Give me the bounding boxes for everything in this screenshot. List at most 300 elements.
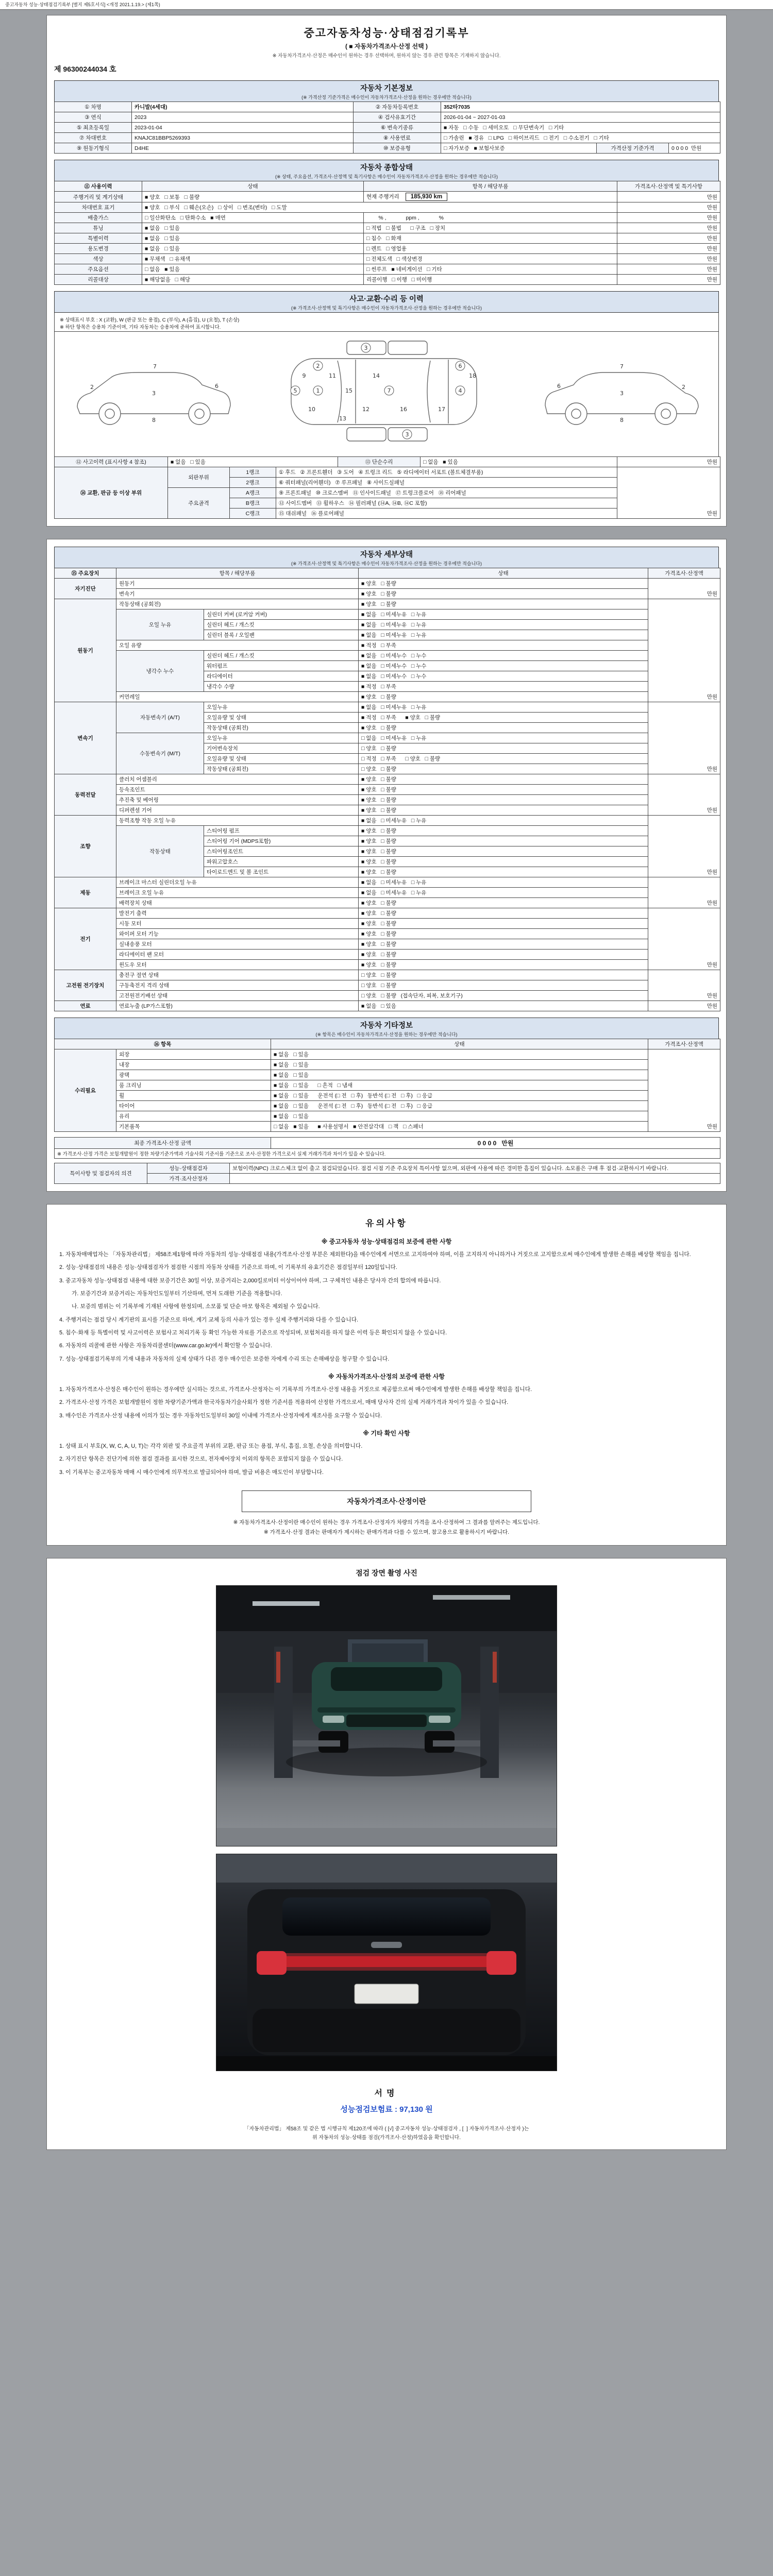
selfdiag-trans-checkbox-group[interactable]: ■ 양호 □ 불량 — [359, 589, 648, 599]
powertrain-group-label: 동력전달 — [55, 774, 116, 816]
section-detail-title: 자동차 세부상태 — [360, 551, 413, 559]
usage-change-price: 만원 — [617, 244, 720, 254]
car-name-value: 카니발(4세대) — [132, 102, 354, 112]
section-accident-note: (※ 가격조사·산정액 및 특기사항은 매수인이 자동차가격조사·산정을 원하는 경우에만 적습니다) — [291, 306, 482, 311]
other-interior-checkbox-group[interactable]: ■ 없음 □ 있음 — [271, 1060, 648, 1070]
emission-values: % , ppm , % — [364, 213, 617, 223]
other-interior-label: 내장 — [116, 1060, 271, 1070]
engine-idle-checkbox-group[interactable]: ■ 양호 □ 불량 — [359, 599, 648, 609]
detail-item-header: 항목 / 해당부품 — [116, 568, 359, 579]
emission-price: 만원 — [617, 213, 720, 223]
rank2-label: 2랭크 — [230, 478, 276, 488]
recall-price: 만원 — [617, 275, 720, 285]
trans-at1-checkbox-group[interactable]: ■ 없음 □ 미세누유 □ 누유 — [359, 702, 648, 713]
engine-commonrail-checkbox-group[interactable]: ■ 양호 □ 불량 — [359, 692, 648, 702]
tuning-row-label: 튜닝 — [55, 223, 142, 233]
svg-text:4: 4 — [458, 387, 462, 394]
inspector-comment: 보험이력(NPC) 크로스체크 없이 출고 점검되었습니다. 점검 시점 기준 주요장치 특이사항 없으며, 외판에 사용에 따른 경미한 흠집이 있습니다. 소모품은 구매 후 점검·교환하시기 바랍니다. — [230, 1163, 720, 1174]
rankC-label: C랭크 — [230, 509, 276, 519]
inspection-photo-rear — [216, 1854, 557, 2071]
options-checkbox-group[interactable]: □ 없음 ■ 있음 — [142, 264, 364, 275]
powertrain3-checkbox-group[interactable]: ■ 양호 □ 불량 — [359, 795, 648, 805]
car-name-label: ① 차명 — [55, 102, 132, 112]
special-history-extra-checkbox-group[interactable]: □ 침수 □ 화재 — [364, 233, 617, 244]
other-glass-label: 유리 — [116, 1111, 271, 1122]
trans-mt4-checkbox-group[interactable]: □ 양호 □ 불량 — [359, 764, 648, 774]
mileage-row-label: 주행거리 및 계기상태 — [55, 192, 142, 202]
appraiser-role-label: 가격·조사산정자 — [147, 1174, 230, 1184]
special-notes-table — [54, 1163, 720, 1184]
engine-cool4-checkbox-group[interactable]: ■ 적정 □ 부족 — [359, 682, 648, 692]
engine-oil-level-checkbox-group[interactable]: ■ 적정 □ 부족 — [359, 640, 648, 651]
engine-oil2-checkbox-group[interactable]: ■ 없음 □ 미세누유 □ 누유 — [359, 620, 648, 630]
mileage-value-box: 185,930 km — [406, 193, 447, 201]
notice-item: 5. 침수·화재 등 특별이력 및 사고이력은 보험사고 처리기록 등 확인 가능한 자료를 기준으로 작성되며, 보험처리를 하지 않은 이력 등은 확인되지 않을 수 있습니다. — [59, 1330, 447, 1336]
section-summary — [54, 160, 719, 181]
trans-at3-checkbox-group[interactable]: ■ 양호 □ 불량 — [359, 723, 648, 733]
final-price-basis-note: ※ 가격조사·산정 가격은 보험개발원이 정한 차량기준가액과 기술사회 기준서를 기준으로 조사·산정한 가격으로서 실제 거래가격과 차이가 있을 수 있습니다. — [55, 1149, 720, 1159]
steering-leak-checkbox-group[interactable]: ■ 없음 □ 미세누유 □ 누유 — [359, 816, 648, 826]
engine-oil3-checkbox-group[interactable]: ■ 없음 □ 미세누유 □ 누유 — [359, 630, 648, 640]
color-row-label: 색상 — [55, 254, 142, 264]
highvoltage-group-label: 고전원 전기장치 — [55, 970, 116, 1001]
engine-cool1-checkbox-group[interactable]: ■ 없음 □ 미세누수 □ 누수 — [359, 651, 648, 661]
engine-oil1-checkbox-group[interactable]: ■ 없음 □ 미세누유 □ 누유 — [359, 609, 648, 620]
steering-group-label: 조향 — [55, 816, 116, 877]
other-tire-label: 타이어 — [116, 1101, 271, 1111]
svg-text:11: 11 — [329, 372, 336, 379]
options-price: 만원 — [617, 264, 720, 275]
panel-notice — [46, 1204, 727, 1546]
price-appraisal-note-2: ※ 가격조사·산정 결과는 판매자가 제시하는 판매가격과 다를 수 있으며, 참고용으로 활용하시기 바랍니다. — [263, 1529, 510, 1536]
selfdiag-group-label: 자기진단 — [55, 579, 116, 599]
trans-mt4-label: 작동상태 (공회전) — [204, 764, 359, 774]
accident-legend-basis: ※ 하단 항목은 승용차 기준이며, 기타 자동차는 승용차에 준하여 표시합니다. — [60, 325, 221, 330]
electric1-checkbox-group[interactable]: ■ 양호 □ 불량 — [359, 908, 648, 919]
accident-legend-codes: ※ 상태표시 부호 : X (교환), W (판금 또는 용접), C (부식), A (흠집), U (요철), T (손상) — [60, 317, 240, 323]
vin-value: KNAJC81BBP5269393 — [132, 133, 354, 143]
highvoltage2-label: 구동축전지 격리 상태 — [116, 980, 359, 991]
other-price-header: 가격조사·산정액 — [648, 1039, 720, 1049]
inspection-period-value: 2026-01-04 ~ 2027-01-03 — [441, 112, 720, 123]
special-history-checkbox-group[interactable]: ■ 없음 □ 있음 — [142, 233, 364, 244]
page-subtitle: ( ■ 자동차가격조사·산정 선택 ) — [345, 43, 428, 50]
rank1-items: ① 후드 ② 프론트휀더 ③ 도어 ④ 트렁크 리드 ⑤ 라디에이터 서포트 (볼트체결부품) — [276, 467, 617, 478]
vin-label: ⑦ 차대번호 — [55, 133, 132, 143]
document-number: 제 96300244034 호 — [54, 65, 116, 73]
section-other — [54, 1018, 719, 1039]
panel-main-info — [46, 15, 727, 527]
engine-oil-level-label: 오일 유량 — [116, 640, 359, 651]
engine-oil2-label: 실린더 헤드 / 개스킷 — [204, 620, 359, 630]
inspection-photo-lift — [216, 1585, 557, 1846]
detail-price-header: 가격조사·산정액 — [648, 568, 720, 579]
svg-text:6: 6 — [557, 383, 561, 389]
notice-item: 7. 성능·상태점검기록부의 기재 내용과 자동차의 실제 상태가 다른 경우 매수인은 보증한 자에게 수리 또는 손해배상을 청구할 수 있습니다. — [59, 1355, 390, 1362]
first-reg-label: ⑤ 최초등록일 — [55, 123, 132, 133]
special-history-row-label: 특별이력 — [55, 233, 142, 244]
engine-cool3-checkbox-group[interactable]: ■ 없음 □ 미세누수 □ 누수 — [359, 671, 648, 682]
appraiser-comment — [230, 1174, 720, 1184]
page-title: 중고자동차성능·상태점검기록부 — [304, 27, 469, 39]
rank2-items: ⑥ 쿼터패널(리어휀더) ⑦ 루프패널 ⑧ 사이드실패널 — [276, 478, 617, 488]
fuel-label: ⑧ 사용연료 — [354, 133, 441, 143]
highvoltage1-label: 충전구 절연 상태 — [116, 970, 359, 980]
warranty-type-label: ⑩ 보증유형 — [354, 143, 441, 154]
svg-text:12: 12 — [362, 406, 369, 413]
summary-table — [54, 181, 720, 285]
detail-status-header: 상태 — [359, 568, 648, 579]
car-damage-diagram — [54, 332, 719, 457]
accident-history-table — [54, 456, 720, 467]
summary-usage-header: ⑪ 사용이력 — [55, 181, 142, 192]
electric2-checkbox-group[interactable]: ■ 양호 □ 불량 — [359, 919, 648, 929]
fuel-leak-label: 연료누출 (LP가스포함) — [116, 1001, 359, 1011]
rankA-label: A랭크 — [230, 488, 276, 498]
basic-info-table — [54, 101, 720, 154]
special-notes-label: 특이사항 및 점검자의 의견 — [55, 1163, 147, 1184]
electric4-label: 실내송풍 모터 — [116, 939, 359, 950]
highvoltage3-checkbox-group[interactable]: □ 양호 □ 불량 (접속단자, 피복, 보호기구) — [359, 991, 648, 1001]
brake2-checkbox-group[interactable]: ■ 없음 □ 미세누유 □ 누유 — [359, 888, 648, 898]
base-price-label: 가격산정 기준가격 — [597, 143, 669, 154]
summary-item-header: 항목 / 해당부품 — [364, 181, 617, 192]
final-price-value: 0 0 0 0 만원 — [271, 1138, 720, 1149]
exchange-price: 만원 — [617, 467, 720, 519]
other-status-header: 상태 — [271, 1039, 648, 1049]
powertrain2-checkbox-group[interactable]: ■ 양호 □ 불량 — [359, 785, 648, 795]
notice-item: 4. 주행거리는 점검 당시 계기판의 표시를 기준으로 하며, 계기 교체 등의 사유가 있는 경우 실제 주행거리와 다를 수 있습니다. — [59, 1316, 359, 1323]
highvoltage1-checkbox-group[interactable]: □ 양호 □ 불량 — [359, 970, 648, 980]
transmission-checkbox-group[interactable]: ■ 자동 □ 수동 □ 세미오토 □ 무단변속기 □ 기타 — [441, 123, 720, 133]
notice-item: 2. 성능·상태점검의 내용은 성능·상태점검자가 점검한 시점의 자동차 상태를 기준으로 하며, 이 기록부의 유효기간은 점검일부터 120일입니다. — [59, 1264, 397, 1271]
accident-history-label: ⑫ 사고이력 (표시사항 4 참조) — [55, 457, 168, 467]
vin-mark-row-label: 차대번호 표기 — [55, 202, 142, 213]
engine-type-value: D4HE — [132, 143, 354, 154]
trans-mt2-label: 기어변속장치 — [204, 743, 359, 754]
trans-at2-label: 오일유량 및 상태 — [204, 713, 359, 723]
engine-oil-leak-label: 오일 누유 — [116, 609, 204, 640]
notice-item: 3. 중고자동차 성능·상태점검 내용에 대한 보증기간은 30일 이상, 보증거리는 2,000킬로미터 이상이어야 하며, 그 구체적인 내용은 당사자 간의 합의에 따릅니다. — [59, 1277, 441, 1284]
highvoltage3-label: 고전원전기배선 상태 — [116, 991, 359, 1001]
svg-text:2: 2 — [682, 384, 685, 391]
model-year-value: 2023 — [132, 112, 354, 123]
usage-change-row-label: 용도변경 — [55, 244, 142, 254]
electric2-label: 시동 모터 — [116, 919, 359, 929]
options-extra-checkbox-group[interactable]: □ 썬루프 ■ 네비게이션 □ 기타 — [364, 264, 617, 275]
simple-repair-label: ⑬ 단순수리 — [338, 457, 421, 467]
section-accident-title: 사고·교환·수리 등 이력 — [349, 295, 424, 303]
other-basic-items-label: 기본품목 — [116, 1122, 271, 1132]
powertrain3-label: 추진축 및 베어링 — [116, 795, 359, 805]
section-basic-title: 자동차 기본정보 — [360, 84, 413, 93]
exchange-rank-table — [54, 467, 720, 519]
mileage-price: 만원 — [617, 192, 720, 202]
fuel-checkbox-group[interactable]: □ 가솔린 ■ 경유 □ LPG □ 하이브리드 □ 전기 □ 수소전기 □ 기타 — [441, 133, 720, 143]
engine-coolant-leak-label: 냉각수 누수 — [116, 651, 204, 692]
other-polish-label: 광택 — [116, 1070, 271, 1080]
other-glass-checkbox-group[interactable]: ■ 없음 □ 있음 — [271, 1111, 648, 1122]
base-price-value: 0 0 0 0 만원 — [669, 143, 720, 154]
engine-cool2-label: 워터펌프 — [204, 661, 359, 671]
other-wheel-checkbox-group[interactable]: ■ 없음 □ 있음 운전석 (□ 전 □ 후) 동반석 (□ 전 □ 후) □ 응급 — [271, 1091, 648, 1101]
accident-legend — [54, 313, 719, 332]
brake3-checkbox-group[interactable]: ■ 양호 □ 불량 — [359, 898, 648, 908]
notice-item: 1. 상태 표시 부호(X, W, C, A, U, T)는 각각 외판 및 주요골격 부위의 교환, 판금 또는 용접, 부식, 흠집, 요철, 손상을 의미합니다. — [59, 1443, 363, 1450]
notice-item: 1. 자동차가격조사·산정은 매수인이 원하는 경우에만 실시하는 것으로, 가격조사·산정자는 이 기록부의 가격조사·산정 내용을 거짓으로 제공함으로써 매수인에게 발생한 손해를 배상할 책임을 집니다. — [59, 1386, 532, 1393]
svg-text:18: 18 — [469, 372, 476, 379]
section-detail — [54, 547, 719, 568]
svg-text:3: 3 — [152, 390, 156, 397]
notice-title: 유의사항 — [365, 1218, 408, 1228]
svg-text:8: 8 — [152, 417, 156, 423]
other-tire-checkbox-group[interactable]: ■ 없음 □ 있음 운전석 (□ 전 □ 후) 동반석 (□ 전 □ 후) □ 응급 — [271, 1101, 648, 1111]
svg-text:2: 2 — [316, 363, 320, 369]
other-exterior-label: 외장 — [116, 1049, 271, 1060]
powertrain4-label: 디퍼렌셜 기어 — [116, 805, 359, 816]
trans-at-label: 자동변속기 (A/T) — [116, 702, 204, 733]
transmission-label: ⑥ 변속기종류 — [354, 123, 441, 133]
brake3-label: 배력장치 상태 — [116, 898, 359, 908]
engine-cool4-label: 냉각수 수량 — [204, 682, 359, 692]
steering2-checkbox-group[interactable]: ■ 양호 □ 불량 — [359, 836, 648, 846]
notice-item: 2. 가격조사·산정 가격은 보험개발원이 정한 차량기준가액과 한국자동차기술사회가 정한 기준서를 적용하여 산정한 가격으로서, 매매 당사자 간의 실제 거래가격과 차이가 있을 수 있습니다. — [59, 1399, 509, 1406]
powertrain2-label: 등속조인트 — [116, 785, 359, 795]
svg-text:15: 15 — [345, 387, 352, 394]
emission-checkbox-group[interactable]: □ 일산화탄소 □ 탄화수소 ■ 매연 — [142, 213, 364, 223]
other-item-header: ⑯ 항목 — [55, 1039, 271, 1049]
page-subtitle-note: ※ 자동차가격조사·산정은 매수인이 원하는 경우 선택하며, 원하지 않는 경우 관련 항목은 기재하지 않습니다. — [272, 53, 501, 59]
steering1-checkbox-group[interactable]: ■ 양호 □ 불량 — [359, 826, 648, 836]
notice-item: 6. 자동차의 리콜에 관한 사항은 자동차리콜센터(www.car.go.kr)에서 확인할 수 있습니다. — [59, 1343, 272, 1349]
electric4-checkbox-group[interactable]: ■ 양호 □ 불량 — [359, 939, 648, 950]
first-reg-value: 2023-01-04 — [132, 123, 354, 133]
steering5-checkbox-group[interactable]: ■ 양호 □ 불량 — [359, 867, 648, 877]
rankB-items: ⑫ 사이드멤버 ⑬ 휠하우스 ⑭ 필러패널 (⑭A, ⑭B, ⑭C 포함) — [276, 498, 617, 509]
inspection-insurance-premium: 성능점검보험료 : 97,130 원 — [340, 2105, 433, 2114]
notice-subitem: 나. 보증의 범위는 이 기록부에 기재된 사항에 한정되며, 소모품 및 단순 마모 항목은 제외될 수 있습니다. — [72, 1303, 320, 1310]
final-price-label: 최종 가격조사·산정 금액 — [55, 1138, 271, 1149]
brake2-label: 브레이크 오일 누유 — [116, 888, 359, 898]
powertrain-price: 만원 — [648, 774, 720, 816]
steering3-label: 스티어링조인트 — [204, 846, 359, 857]
recall-extra-checkbox-group[interactable]: 리콜이행 □ 이행 □ 미이행 — [364, 275, 617, 285]
electric-price: 만원 — [648, 908, 720, 970]
trans-price: 만원 — [648, 702, 720, 774]
mileage-checkbox-group[interactable]: ■ 양호 □ 보통 □ 불량 — [142, 192, 364, 202]
electric5-label: 라디에이터 팬 모터 — [116, 950, 359, 960]
summary-price-header: 가격조사·산정액 및 특기사항 — [617, 181, 720, 192]
trans-mt1-checkbox-group[interactable]: □ 없음 □ 미세누유 □ 누유 — [359, 733, 648, 743]
main-frame-label: 주요골격 — [168, 488, 230, 519]
selfdiag-trans-label: 변속기 — [116, 589, 359, 599]
other-wheel-label: 휠 — [116, 1091, 271, 1101]
notice-item: 2. 자기진단 항목은 진단기에 의한 점검 결과를 표시한 것으로, 전자제어장치 이외의 항목은 포함되지 않을 수 있습니다. — [59, 1456, 343, 1463]
legal-confirmation-line-1: 「자동차관리법」 제58조 및 같은 법 시행규칙 제120조에 따라 ( [√] 중고자동차 성능·상태점검자 , [ ] 자동차가격조사·산정자 )는 — [244, 2126, 529, 2132]
engine-oil1-label: 실린더 커버 (로커암 커버) — [204, 609, 359, 620]
other-polish-checkbox-group[interactable]: ■ 없음 □ 있음 — [271, 1070, 648, 1080]
notice-subitem: 가. 보증기간과 보증거리는 자동차인도일부터 기산하며, 먼저 도래한 기준을 적용합니다. — [72, 1291, 282, 1297]
legal-confirmation-line-2: 위 자동차의 성능·상태를 점검(가격조사·산정)하였음을 확인합니다. — [312, 2135, 461, 2141]
car-diagram-svg — [67, 335, 706, 451]
trans-mt2-checkbox-group[interactable]: □ 양호 □ 불량 — [359, 743, 648, 754]
svg-text:2: 2 — [90, 384, 94, 391]
inspection-period-label: ④ 검사유효기간 — [354, 112, 441, 123]
svg-text:1: 1 — [316, 387, 320, 394]
other-basic-items-checkbox-group[interactable]: □ 없음 ■ 있음 ■ 사용설명서 ■ 안전삼각대 □ 잭 □ 스패너 — [271, 1122, 648, 1132]
svg-text:7: 7 — [153, 363, 157, 370]
trans-mt-label: 수동변속기 (M/T) — [116, 733, 204, 774]
powertrain1-label: 클러치 어셈블리 — [116, 774, 359, 785]
engine-cool3-label: 라디에이터 — [204, 671, 359, 682]
tuning-checkbox-group[interactable]: ■ 없음 □ 있음 — [142, 223, 364, 233]
electric3-checkbox-group[interactable]: ■ 양호 □ 불량 — [359, 929, 648, 939]
summary-status-header: 상태 — [142, 181, 364, 192]
vin-mark-checkbox-group[interactable]: ■ 양호 □ 부식 □ 훼손(오손) □ 상이 □ 변조(변타) □ 도말 — [142, 202, 617, 213]
electric3-label: 와이퍼 모터 기능 — [116, 929, 359, 939]
other-price: 만원 — [648, 1049, 720, 1132]
steering2-label: 스티어링 기어 (MDPS포함) — [204, 836, 359, 846]
svg-text:6: 6 — [458, 363, 462, 369]
recall-row-label: 리콜대상 — [55, 275, 142, 285]
steering1-label: 스티어링 펌프 — [204, 826, 359, 836]
detail-device-header: ⑮ 주요장치 — [55, 568, 116, 579]
fuel-price: 만원 — [648, 1001, 720, 1011]
price-appraisal-note-1: ※ 자동차가격조사·산정이란 매수인이 원하는 경우 가격조사·산정자가 차량의 가격을 조사·산정하여 그 결과를 알려주는 제도입니다. — [233, 1519, 540, 1526]
accident-history-checkbox-group[interactable]: ■ 없음 □ 있음 — [168, 457, 338, 467]
engine-commonrail-label: 커먼레일 — [116, 692, 359, 702]
notice-item: 1. 자동차매매업자는 「자동차관리법」 제58조제1항에 따라 자동차의 성능·상태점검 내용(가격조사·산정 부분은 제외한다)을 매수인에게 서면으로 고지하여야 하며, 이를 고지하지 아니하거나 거짓으로 고지함으로써 매수인에게 발생한 손해를 배상할 책임을 집니다. — [59, 1251, 691, 1258]
steering-leak-label: 동력조향 작동 오일 누유 — [116, 816, 359, 826]
svg-text:14: 14 — [373, 372, 380, 379]
section-summary-title: 자동차 종합상태 — [360, 164, 413, 172]
final-price-table — [54, 1137, 720, 1159]
engine-cool1-label: 실린더 헤드 / 개스킷 — [204, 651, 359, 661]
panel-photos-sign — [46, 1558, 727, 2150]
svg-text:7: 7 — [620, 363, 624, 370]
svg-text:7: 7 — [387, 387, 391, 394]
mileage-extra-cell — [364, 192, 617, 202]
section-accident — [54, 291, 719, 313]
highvoltage-price: 만원 — [648, 970, 720, 1001]
section-other-title: 자동차 기타정보 — [360, 1022, 413, 1030]
brake1-label: 브레이크 마스터 실린더오일 누유 — [116, 877, 359, 888]
other-info-table — [54, 1039, 720, 1132]
options-row-label: 주요옵션 — [55, 264, 142, 275]
notice-warranty-heading: ※ 중고자동차 성능·상태점검의 보증에 관한 사항 — [321, 1238, 452, 1245]
signature-heading: 서명 — [374, 2089, 399, 2098]
trans-group-label: 변속기 — [55, 702, 116, 774]
trans-mt3-label: 오일유량 및 상태 — [204, 754, 359, 764]
fuel-group-label: 연료 — [55, 1001, 116, 1011]
other-exterior-checkbox-group[interactable]: ■ 없음 □ 있음 — [271, 1049, 648, 1060]
svg-text:10: 10 — [308, 406, 315, 413]
electric6-label: 윈도우 모터 — [116, 960, 359, 970]
tuning-price: 만원 — [617, 223, 720, 233]
steering4-label: 파워고압호스 — [204, 857, 359, 867]
notice-pricing-heading: ※ 자동차가격조사·산정의 보증에 관한 사항 — [328, 1373, 445, 1381]
recall-checkbox-group[interactable]: ■ 해당없음 □ 해당 — [142, 275, 364, 285]
powertrain4-checkbox-group[interactable]: ■ 양호 □ 불량 — [359, 805, 648, 816]
steering-price: 만원 — [648, 816, 720, 877]
section-detail-note: (※ 가격조사·산정액 및 특기사항은 매수인이 자동차가격조사·산정을 원하는 경우에만 적습니다) — [291, 561, 482, 566]
rankC-items: ⑮ 대쉬패널 ⑯ 플로어패널 — [276, 509, 617, 519]
electric6-checkbox-group[interactable]: ■ 양호 □ 불량 — [359, 960, 648, 970]
brake-group-label: 제동 — [55, 877, 116, 908]
svg-text:6: 6 — [215, 383, 219, 389]
mileage-prefix: 현재 주행거리 — [366, 194, 399, 200]
other-roomcleaning-label: 룸 크리닝 — [116, 1080, 271, 1091]
color-extra-checkbox-group[interactable]: □ 전체도색 □ 색상변경 — [364, 254, 617, 264]
trans-mt1-label: 오일누유 — [204, 733, 359, 743]
usage-change-checkbox-group[interactable]: ■ 없음 □ 있음 — [142, 244, 364, 254]
notice-item: 3. 이 기록부는 중고자동차 매매 시 매수인에게 의무적으로 발급되어야 하며, 발급 비용은 매도인이 부담합니다. — [59, 1469, 324, 1476]
engine-cool2-checkbox-group[interactable]: ■ 없음 □ 미세누수 □ 누수 — [359, 661, 648, 671]
engine-price: 만원 — [648, 599, 720, 702]
rankB-label: B랭크 — [230, 498, 276, 509]
powertrain1-checkbox-group[interactable]: ■ 양호 □ 불량 — [359, 774, 648, 785]
outer-panel-label: 외판부위 — [168, 467, 230, 488]
trans-mt3-checkbox-group[interactable]: □ 적정 □ 부족 □ 양호 □ 불량 — [359, 754, 648, 764]
color-checkbox-group[interactable]: ■ 무채색 □ 유채색 — [142, 254, 364, 264]
svg-text:3: 3 — [364, 345, 368, 351]
reg-no-label: ② 자동차등록번호 — [354, 102, 441, 112]
trans-at2-checkbox-group[interactable]: ■ 적정 □ 부족 ■ 양호 □ 불량 — [359, 713, 648, 723]
emission-row-label: 배출가스 — [55, 213, 142, 223]
notice-etc-heading: ※ 기타 확인 사항 — [363, 1430, 410, 1437]
svg-text:8: 8 — [620, 417, 624, 423]
simple-repair-checkbox-group[interactable]: □ 없음 ■ 있음 — [421, 457, 617, 467]
rank1-label: 1랭크 — [230, 467, 276, 478]
svg-text:3: 3 — [405, 431, 409, 438]
selfdiag-engine-checkbox-group[interactable]: ■ 양호 □ 불량 — [359, 579, 648, 589]
electric5-checkbox-group[interactable]: ■ 양호 □ 불량 — [359, 950, 648, 960]
svg-text:13: 13 — [339, 415, 346, 422]
notice-item: 3. 매수인은 가격조사·산정 내용에 이의가 있는 경우 자동차인도일부터 30일 이내에 가격조사·산정자에게 재조사를 요구할 수 있습니다. — [59, 1412, 382, 1419]
other-roomcleaning-checkbox-group[interactable]: ■ 없음 □ 있음 □ 흔적 □ 냄새 — [271, 1080, 648, 1091]
engine-type-label: ⑨ 원동기형식 — [55, 143, 132, 154]
electric1-label: 발전기 출력 — [116, 908, 359, 919]
brake-price: 만원 — [648, 877, 720, 908]
vin-mark-price: 만원 — [617, 202, 720, 213]
usage-change-extra-checkbox-group[interactable]: □ 렌트 □ 영업용 — [364, 244, 617, 254]
steering3-checkbox-group[interactable]: ■ 양호 □ 불량 — [359, 846, 648, 857]
svg-text:9: 9 — [302, 372, 306, 379]
rankA-items: ⑨ 프론트패널 ⑩ 크로스멤버 ⑪ 인사이드패널 ⑰ 트렁크플로어 ⑱ 리어패널 — [276, 488, 617, 498]
svg-text:16: 16 — [400, 406, 407, 413]
svg-text:17: 17 — [438, 406, 445, 413]
trans-at1-label: 오일누유 — [204, 702, 359, 713]
section-other-note: (※ 항목은 매수인이 자동차가격조사·산정을 원하는 경우에만 적습니다) — [315, 1032, 458, 1037]
engine-oil3-label: 실린더 블록 / 오일팬 — [204, 630, 359, 640]
inspector-role-label: 성능·상태점검자 — [147, 1163, 230, 1174]
section-basic-info — [54, 80, 719, 102]
section-basic-note: (※ 가격산정 기준가격은 매수인이 자동차가격조사·산정을 원하는 경우에만 적습니다) — [301, 95, 472, 100]
price-appraisal-definition-box: 자동차가격조사·산정이란 — [242, 1490, 531, 1512]
fuel-leak-checkbox-group[interactable]: ■ 없음 □ 있음 — [359, 1001, 648, 1011]
detail-state-table — [54, 568, 720, 1011]
steering4-checkbox-group[interactable]: ■ 양호 □ 불량 — [359, 857, 648, 867]
highvoltage2-checkbox-group[interactable]: □ 양호 □ 불량 — [359, 980, 648, 991]
steering-work-label: 작동상태 — [116, 826, 204, 877]
warranty-checkbox-group[interactable]: □ 자가보증 ■ 보험사보증 — [441, 143, 597, 154]
accident-history-price: 만원 — [617, 457, 720, 467]
photos-section-title: 점검 장면 촬영 사진 — [356, 1569, 417, 1578]
reg-no-value: 352타7035 — [441, 102, 720, 112]
svg-text:5: 5 — [293, 387, 297, 394]
tuning-extra-checkbox-group[interactable]: □ 적법 □ 불법 □ 구조 □ 장치 — [364, 223, 617, 233]
brake1-checkbox-group[interactable]: ■ 없음 □ 미세누유 □ 누유 — [359, 877, 648, 888]
